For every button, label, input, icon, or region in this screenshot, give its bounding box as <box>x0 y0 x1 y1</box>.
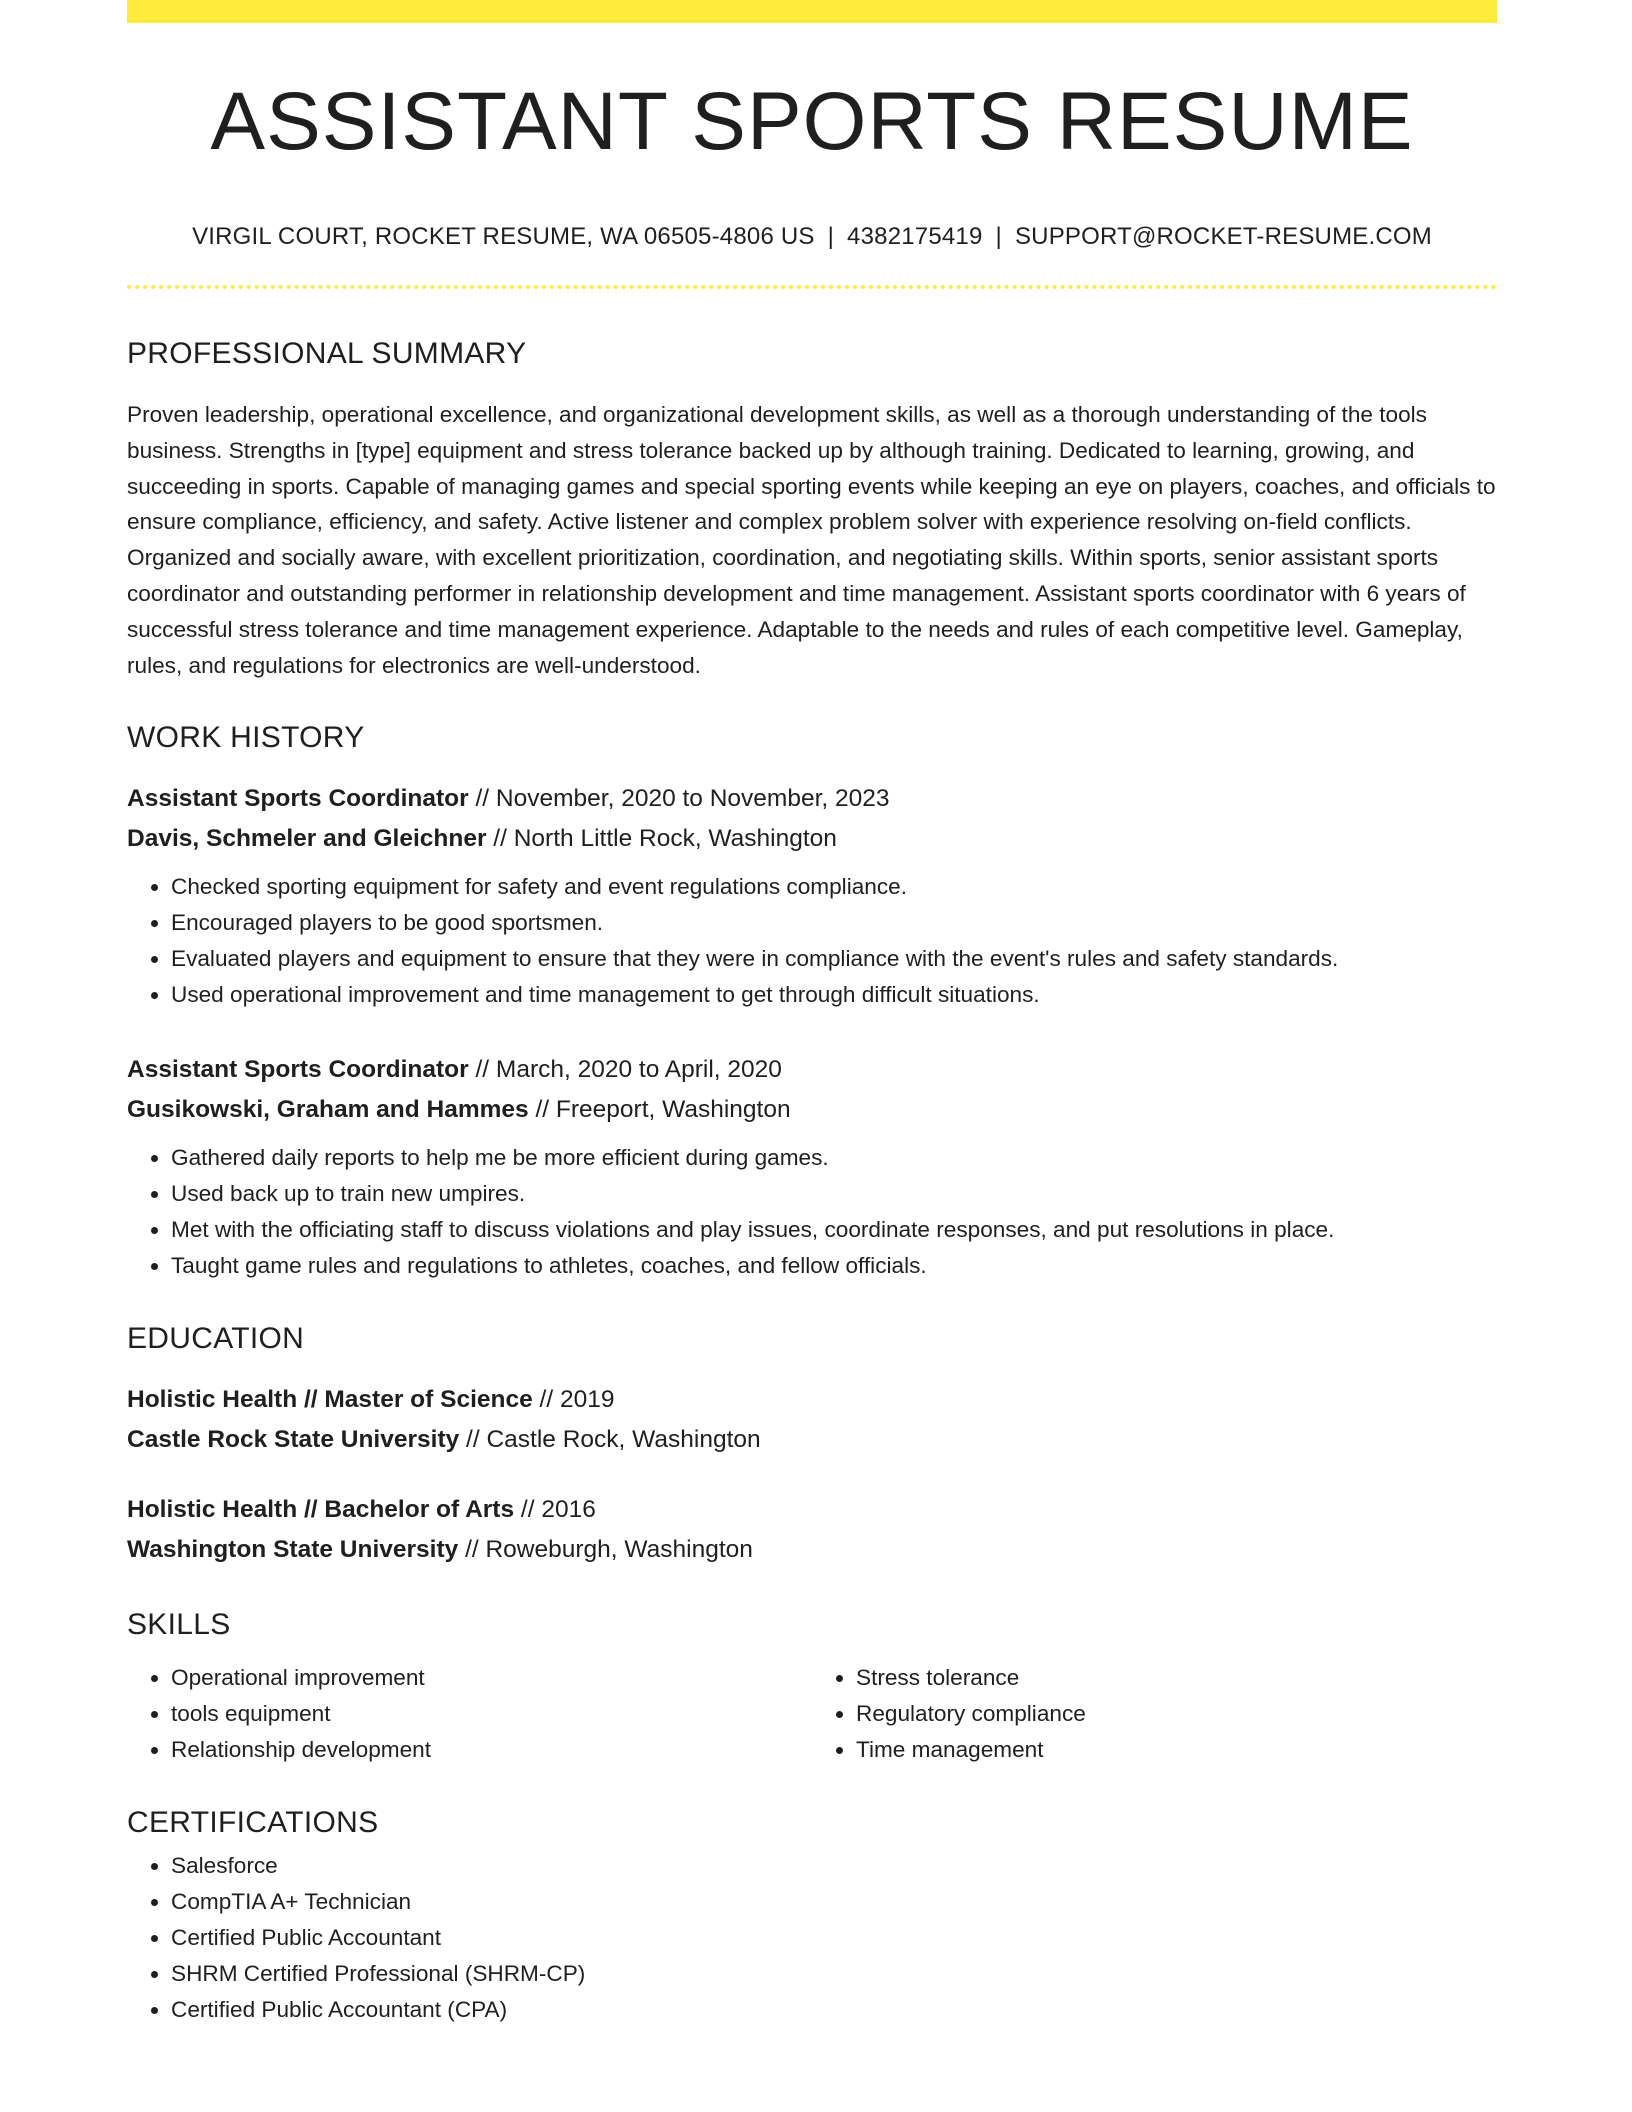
section-heading-skills: SKILLS <box>127 1608 231 1642</box>
skills-list-right <box>812 1660 1497 1768</box>
list-item: • Relationship development <box>171 1732 812 1768</box>
job-location: // Freeport, Washington <box>528 1096 791 1124</box>
skills-list-left <box>127 1660 812 1768</box>
contact-address: VIRGIL COURT, ROCKET RESUME, WA 06505-4806 US <box>192 223 815 250</box>
list-item: • Time management <box>856 1732 1497 1768</box>
list-item: • tools equipment <box>171 1696 812 1732</box>
list-item: • Used back up to train new umpires. <box>171 1176 1497 1212</box>
list-item: • CompTIA A+ Technician <box>171 1884 1497 1920</box>
list-item: • Stress tolerance <box>856 1660 1497 1696</box>
degree: Holistic Health // Master of Science <box>127 1386 533 1414</box>
job-duties-list <box>127 1140 1497 1284</box>
job-duties-list <box>127 869 1497 1013</box>
job-entry <box>127 779 1497 1013</box>
school-line <box>127 1420 1497 1460</box>
degree-line <box>127 1380 1497 1420</box>
education-entry <box>127 1380 1497 1460</box>
education-entry <box>127 1490 1497 1570</box>
list-item: • Met with the officiating staff to discuss violations and play issues, coordinate responses, and put resolutions in place. <box>171 1212 1497 1248</box>
degree-line <box>127 1490 1497 1530</box>
skills-columns <box>127 1660 1497 1768</box>
section-heading-education: EDUCATION <box>127 1322 305 1356</box>
school: Castle Rock State University <box>127 1426 460 1454</box>
list-item: • SHRM Certified Professional (SHRM-CP) <box>171 1956 1497 1992</box>
section-heading-certifications: CERTIFICATIONS <box>127 1806 379 1840</box>
resume-title: ASSISTANT SPORTS RESUME <box>210 76 1414 167</box>
list-item: • Operational improvement <box>171 1660 812 1696</box>
school-line <box>127 1530 1497 1570</box>
job-company-line <box>127 819 1497 859</box>
job-company: Gusikowski, Graham and Hammes <box>127 1096 529 1124</box>
skills-section <box>127 1610 1497 1768</box>
job-title: Assistant Sports Coordinator <box>127 1056 469 1084</box>
contact-separator: | <box>995 223 1002 250</box>
job-dates: // November, 2020 to November, 2023 <box>468 785 890 813</box>
degree-year: // 2016 <box>514 1496 596 1524</box>
school-location: // Castle Rock, Washington <box>459 1426 761 1454</box>
degree-year: // 2019 <box>532 1386 615 1414</box>
resume-page <box>127 0 1497 2028</box>
school: Washington State University <box>127 1536 459 1564</box>
certifications-section <box>127 1808 1497 2028</box>
school-location: // Roweburgh, Washington <box>458 1536 753 1564</box>
summary-text: Proven leadership, operational excellence, and organizational development skills, as well as a thorough understanding of the tools business. Strengths in [type] equipment and stress tolerance backed up by although training. Dedicated to learning, growing, and succeeding in sports. Capable of managing games and special sporting events while keeping an eye on players, coaches, and officials to ensure compliance, efficiency, and safety. Active listener and complex problem solver with experience resolving on-field conflicts. Organized and socially aware, with excellent prioritization, coordination, and negotiating skills. Within sports, senior assistant sports coordinator and outstanding performer in relationship development and time management. Assistant sports coordinator with 6 years of successful stress tolerance and time management experience. Adaptable to the needs and rules of each competitive level. Gameplay, rules, and regulations for electronics are well-understood. <box>127 402 1496 678</box>
list-item: • Taught game rules and regulations to athletes, coaches, and fellow officials. <box>171 1248 1497 1284</box>
job-title-line <box>127 1050 1497 1090</box>
list-item: • Gathered daily reports to help me be more efficient during games. <box>171 1140 1497 1176</box>
job-company-line <box>127 1090 1497 1130</box>
job-entry <box>127 1050 1497 1284</box>
contact-separator: | <box>827 223 835 250</box>
degree: Holistic Health // Bachelor of Arts <box>127 1496 515 1524</box>
summary-section <box>127 339 1497 683</box>
job-title: Assistant Sports Coordinator <box>127 785 469 813</box>
job-company: Davis, Schmeler and Gleichner <box>127 825 487 853</box>
list-item: • Certified Public Accountant (CPA) <box>171 1992 1497 2028</box>
job-location: // North Little Rock, Washington <box>486 825 837 853</box>
contact-line <box>127 225 1497 249</box>
list-item: • Evaluated players and equipment to ensure that they were in compliance with the event's rules and safety standards. <box>171 941 1497 977</box>
section-heading-work: WORK HISTORY <box>127 721 365 755</box>
section-heading-summary: PROFESSIONAL SUMMARY <box>127 337 527 370</box>
contact-email: SUPPORT@ROCKET-RESUME.COM <box>1014 223 1432 250</box>
job-title-line <box>127 779 1497 819</box>
contact-phone: 4382175419 <box>847 223 983 250</box>
list-item: • Regulatory compliance <box>856 1696 1497 1732</box>
list-item: • Encouraged players to be good sportsmen. <box>171 905 1497 941</box>
job-dates: // March, 2020 to April, 2020 <box>468 1056 782 1084</box>
dotted-divider <box>127 285 1497 289</box>
top-accent-bar <box>127 0 1497 23</box>
list-item: • Certified Public Accountant <box>171 1920 1497 1956</box>
list-item: • Salesforce <box>171 1848 1497 1884</box>
certifications-list <box>127 1848 1497 2028</box>
list-item: • Used operational improvement and time management to get through difficult situations. <box>171 977 1497 1013</box>
work-history-section <box>127 723 1497 1284</box>
education-section <box>127 1324 1497 1570</box>
list-item: • Checked sporting equipment for safety and event regulations compliance. <box>171 869 1497 905</box>
